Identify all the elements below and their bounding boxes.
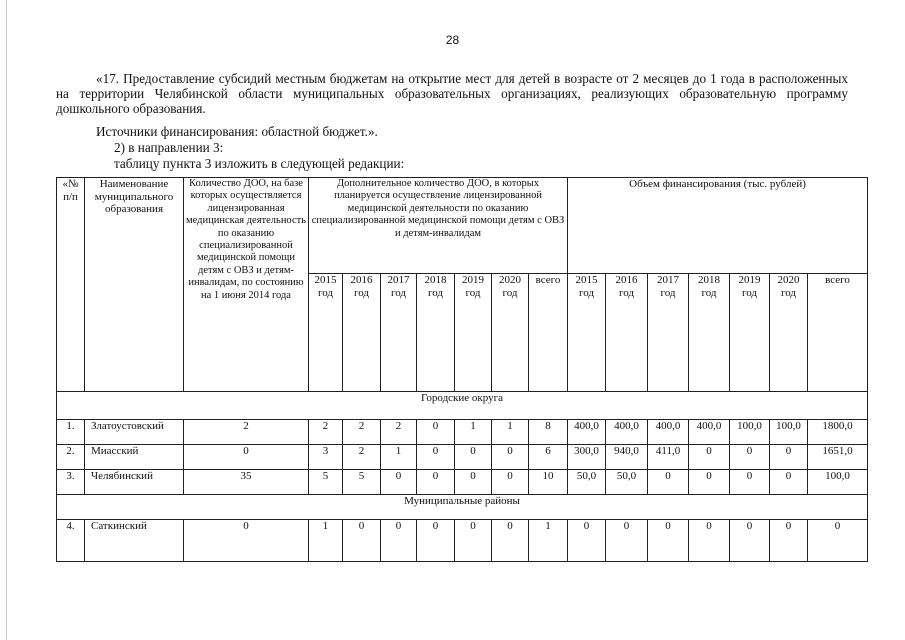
row-fund-2016: 50,0 — [606, 470, 648, 495]
row-fund-2016: 400,0 — [606, 420, 648, 445]
row-fund-total: 1800,0 — [808, 420, 868, 445]
page-number: 28 — [445, 33, 460, 47]
row-name: Челябинский — [85, 470, 184, 495]
row-fund-2018: 0 — [689, 445, 730, 470]
row-fund-2019: 100,0 — [730, 420, 770, 445]
row-add-2020: 0 — [492, 445, 529, 470]
row-add-2019: 1 — [455, 420, 492, 445]
row-fund-2019: 0 — [730, 445, 770, 470]
row-add-2015: 1 — [309, 520, 343, 562]
row-add-2020: 0 — [492, 520, 529, 562]
header-fund-2018: 2018 год — [689, 274, 730, 392]
header-add-2017: 2017 год — [381, 274, 417, 392]
header-count: Количество ДОО, на базе которых осуществляется лицензированная медицинская деятельность по оказанию специализированной медицинской помощи детям с ОВЗ и детям-инвалидам, по состоянию на 1 июня 2014 года — [184, 178, 309, 392]
row-add-2015: 5 — [309, 470, 343, 495]
row-add-2018: 0 — [417, 420, 455, 445]
funding-table — [56, 177, 868, 562]
row-add-2020: 0 — [492, 470, 529, 495]
section-row-districts — [57, 495, 868, 520]
row-add-2019: 0 — [455, 470, 492, 495]
row-name: Саткинский — [85, 520, 184, 562]
row-fund-2020: 0 — [770, 470, 808, 495]
row-fund-2016: 940,0 — [606, 445, 648, 470]
header-row-top — [57, 178, 868, 274]
header-name: Наименование муниципального образования — [85, 178, 184, 392]
row-fund-2015: 0 — [568, 520, 606, 562]
row-add-2019: 0 — [455, 520, 492, 562]
row-count: 0 — [184, 445, 309, 470]
row-fund-total: 1651,0 — [808, 445, 868, 470]
row-add-2017: 0 — [381, 520, 417, 562]
row-name: Миасский — [85, 445, 184, 470]
row-num: 4. — [57, 520, 85, 562]
row-fund-2016: 0 — [606, 520, 648, 562]
row-fund-2015: 50,0 — [568, 470, 606, 495]
header-add-total: всего — [529, 274, 568, 392]
table-row — [57, 445, 868, 470]
header-fund-2019: 2019 год — [730, 274, 770, 392]
row-fund-2015: 300,0 — [568, 445, 606, 470]
row-add-total: 6 — [529, 445, 568, 470]
table-row — [57, 420, 868, 445]
header-add-2016: 2016 год — [343, 274, 381, 392]
paragraph-direction-3: 2) в направлении 3: — [114, 140, 224, 155]
row-add-2015: 3 — [309, 445, 343, 470]
row-name: Златоустовский — [85, 420, 184, 445]
row-fund-2018: 0 — [689, 470, 730, 495]
row-fund-2019: 0 — [730, 520, 770, 562]
row-fund-total: 100,0 — [808, 470, 868, 495]
section-districts-label: Муниципальные районы — [57, 495, 868, 520]
row-add-2015: 2 — [309, 420, 343, 445]
row-add-2016: 2 — [343, 420, 381, 445]
header-fund-2016: 2016 год — [606, 274, 648, 392]
row-num: 1. — [57, 420, 85, 445]
header-fund-2015: 2015 год — [568, 274, 606, 392]
row-add-2019: 0 — [455, 445, 492, 470]
row-add-total: 10 — [529, 470, 568, 495]
row-add-total: 1 — [529, 520, 568, 562]
row-count: 0 — [184, 520, 309, 562]
row-num: 2. — [57, 445, 85, 470]
row-fund-2017: 400,0 — [648, 420, 689, 445]
row-fund-2020: 0 — [770, 520, 808, 562]
row-add-2018: 0 — [417, 445, 455, 470]
header-additional: Дополнительное количество ДОО, в которых планируется осуществление лицензированной медицинской деятельности по оказанию специализированной медицинской помощи детям с ОВЗ и детям-инвалидам — [309, 178, 568, 274]
row-fund-2018: 400,0 — [689, 420, 730, 445]
row-count: 2 — [184, 420, 309, 445]
header-add-2019: 2019 год — [455, 274, 492, 392]
header-fund-total: всего — [808, 274, 868, 392]
row-add-2017: 1 — [381, 445, 417, 470]
row-add-2018: 0 — [417, 520, 455, 562]
row-fund-2020: 0 — [770, 445, 808, 470]
row-fund-2019: 0 — [730, 470, 770, 495]
header-add-2020: 2020 год — [492, 274, 529, 392]
row-add-2016: 2 — [343, 445, 381, 470]
header-num: «№ п/п — [57, 178, 85, 392]
header-funding: Объем финансирования (тыс. рублей) — [568, 178, 868, 274]
row-fund-2015: 400,0 — [568, 420, 606, 445]
row-num: 3. — [57, 470, 85, 495]
row-fund-2017: 0 — [648, 520, 689, 562]
row-fund-total: 0 — [808, 520, 868, 562]
table-row — [57, 470, 868, 495]
row-add-2018: 0 — [417, 470, 455, 495]
row-add-2020: 1 — [492, 420, 529, 445]
row-add-total: 8 — [529, 420, 568, 445]
header-fund-2017: 2017 год — [648, 274, 689, 392]
table-row — [57, 520, 868, 562]
row-add-2016: 0 — [343, 520, 381, 562]
header-fund-2020: 2020 год — [770, 274, 808, 392]
header-add-2018: 2018 год — [417, 274, 455, 392]
row-fund-2017: 411,0 — [648, 445, 689, 470]
section-urban-label: Городские округа — [57, 392, 868, 420]
row-fund-2018: 0 — [689, 520, 730, 562]
paragraph-item-17: «17. Предоставление субсидий местным бюджетам на открытие мест для детей в возрасте от 2 месяцев до 1 года в расположенных на территории Челябинской области муниципальных образовательных организациях, реализующих образовательную программу дошкольного образования. — [56, 71, 848, 116]
row-count: 35 — [184, 470, 309, 495]
row-fund-2017: 0 — [648, 470, 689, 495]
section-row-urban — [57, 392, 868, 420]
row-add-2017: 2 — [381, 420, 417, 445]
paragraph-funding-source: Источники финансирования: областной бюджет.». — [96, 124, 378, 139]
page-left-edge — [6, 0, 7, 640]
header-add-2015: 2015 год — [309, 274, 343, 392]
row-add-2017: 0 — [381, 470, 417, 495]
paragraph-table-intro: таблицу пункта 3 изложить в следующей редакции: — [114, 156, 405, 171]
row-add-2016: 5 — [343, 470, 381, 495]
row-fund-2020: 100,0 — [770, 420, 808, 445]
